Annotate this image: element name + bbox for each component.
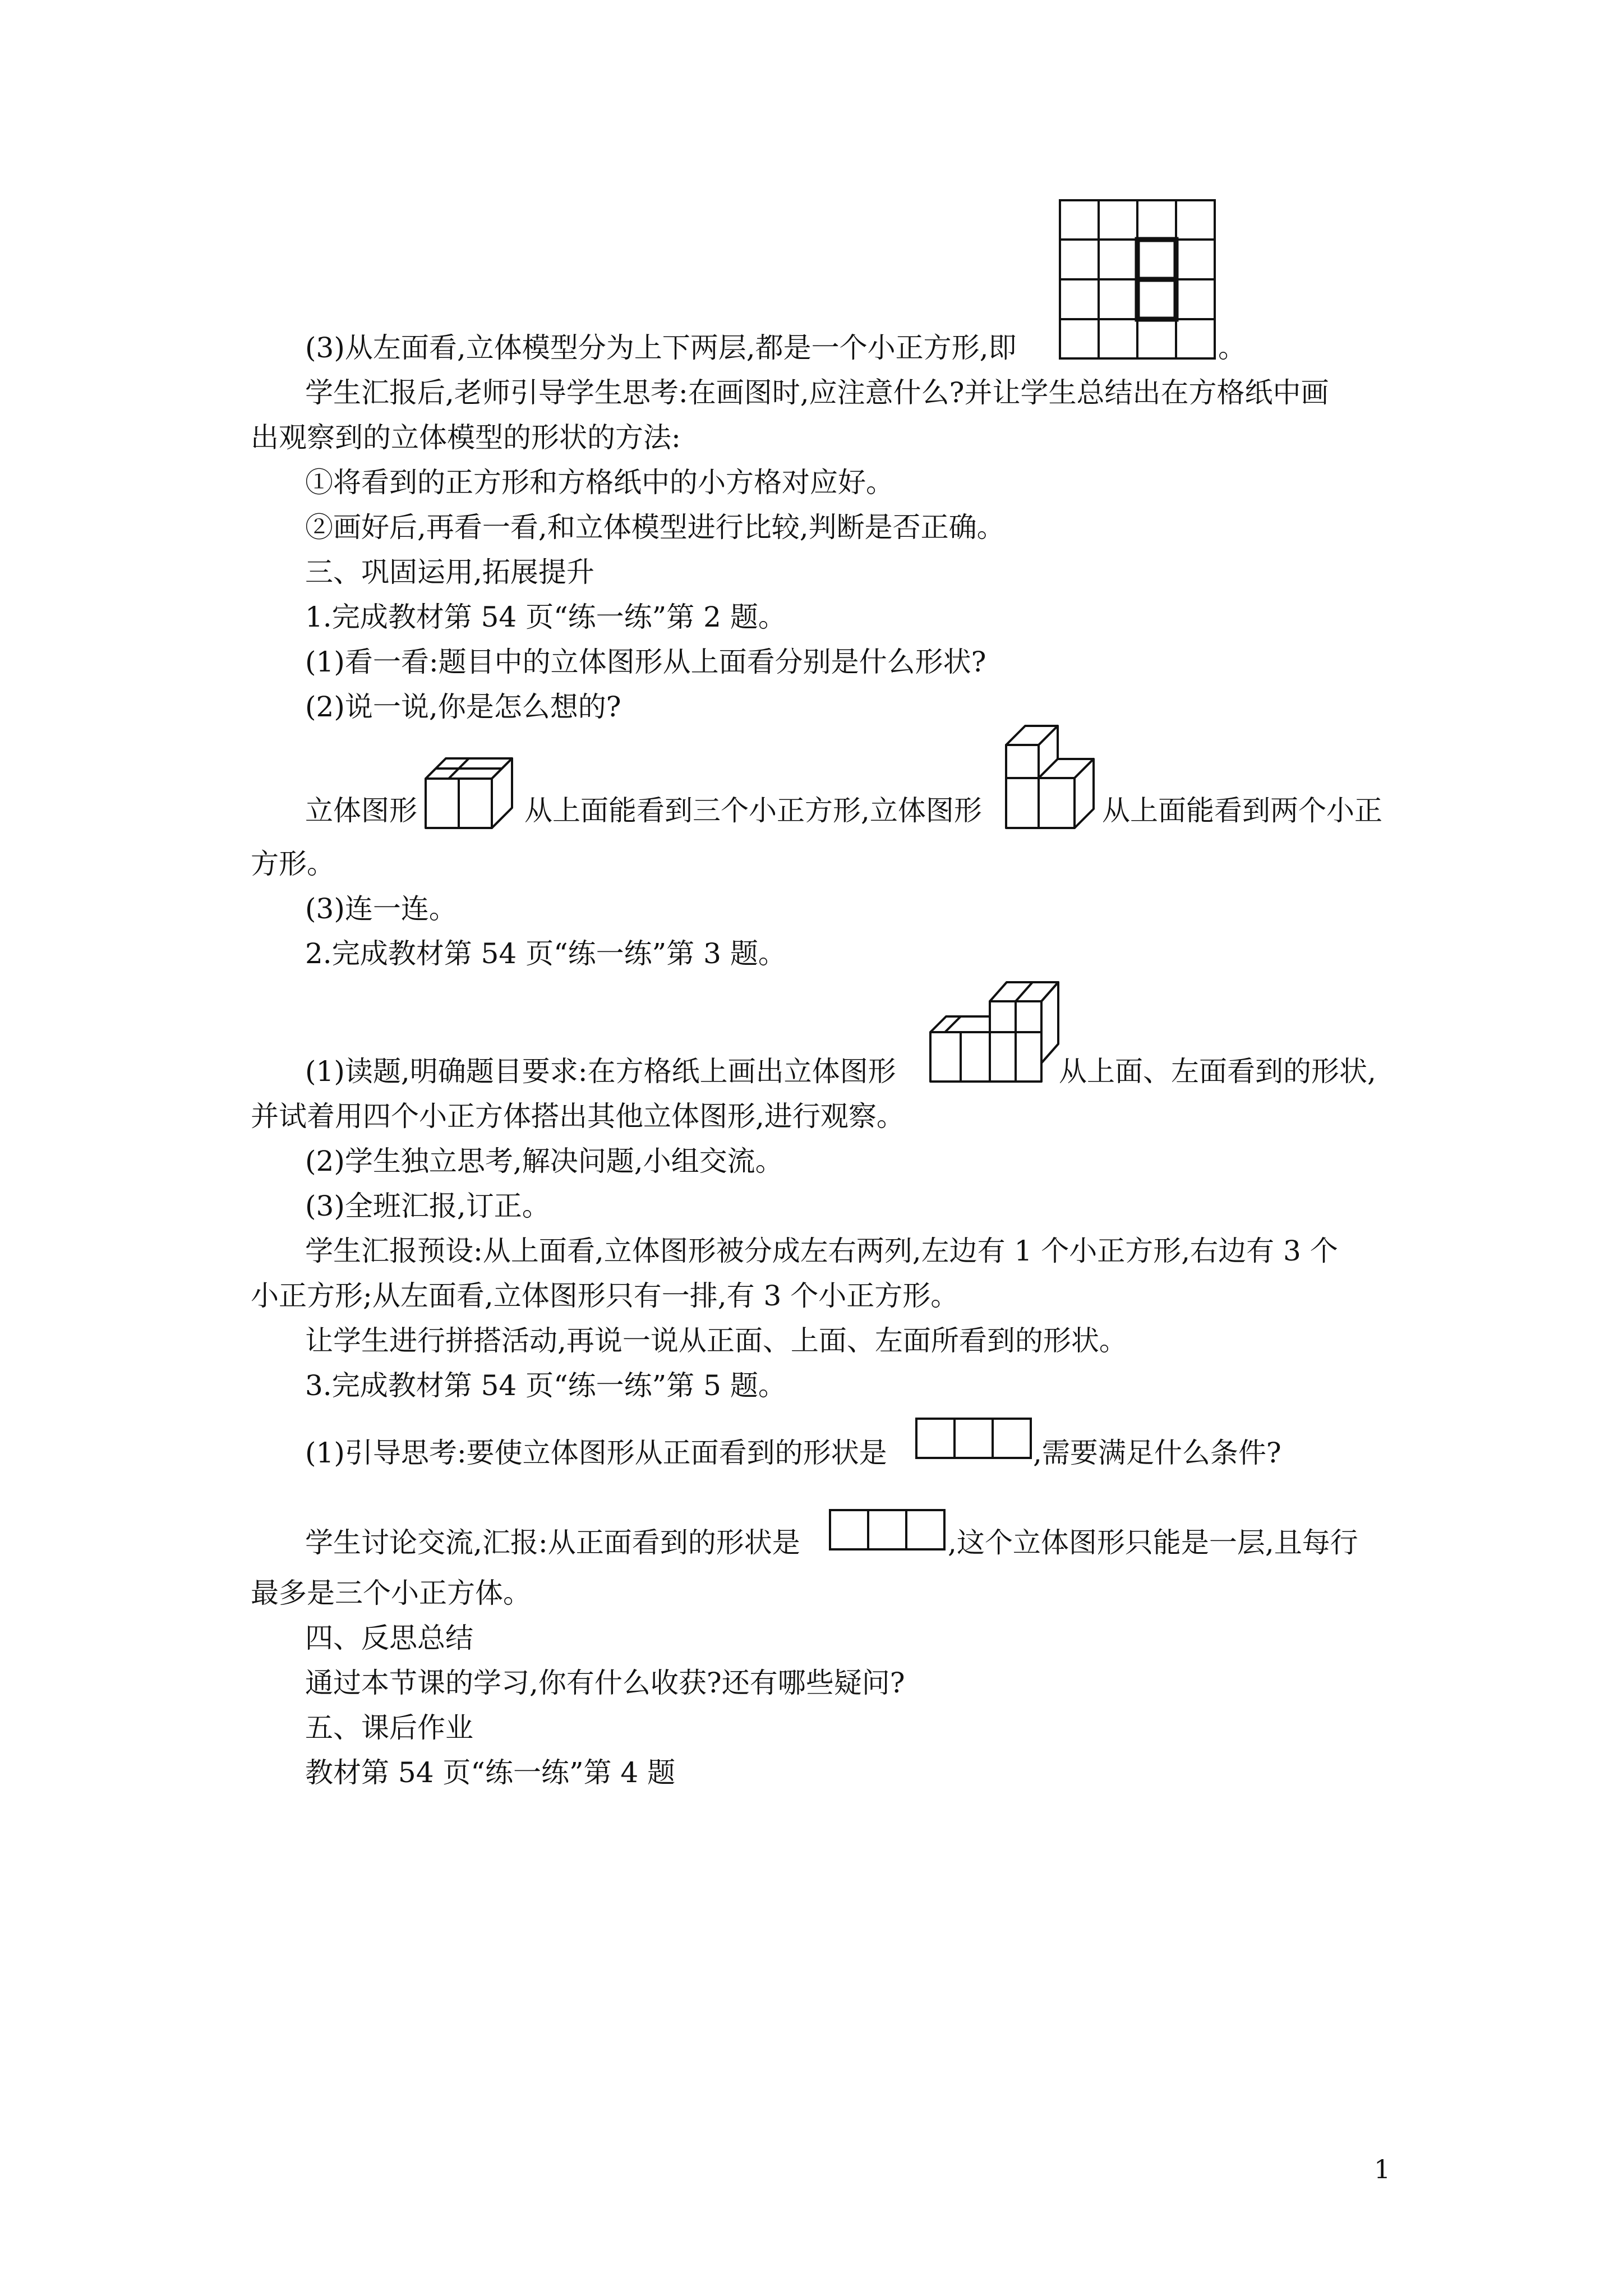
text-line-24: 最多是三个小正方体。	[251, 1577, 531, 1609]
text-line-17: (3)全班汇报,订正。	[305, 1190, 550, 1222]
text-line-16: (2)学生独立思考,解决问题,小组交流。	[305, 1145, 783, 1177]
text-line-28: 教材第 54 页“练一练”第 4 题	[305, 1756, 676, 1789]
text-line-9: (2)说一说,你是怎么想的?	[305, 691, 621, 723]
text-line-11: 方形。	[251, 848, 335, 880]
cube-figure-l-shape	[1004, 724, 1105, 830]
text-line-15: 并试着用四个小正方体搭出其他立体图形,进行观察。	[251, 1100, 905, 1133]
text-line-14b: 从上面、左面看到的形状,	[1059, 1055, 1376, 1088]
text-line-13: 2.完成教材第 54 页“练一练”第 3 题。	[305, 937, 786, 970]
text-line-3: 出观察到的立体模型的形状的方法:	[251, 421, 681, 454]
text-line-4: ①将看到的正方形和方格纸中的小方格对应好。	[305, 466, 894, 499]
text-line-21: 3.完成教材第 54 页“练一练”第 5 题。	[305, 1369, 786, 1402]
section-heading-4: 四、反思总结	[305, 1622, 473, 1654]
text-solid-label-1: 立体图形	[305, 794, 417, 827]
text-line-10c: 从上面能看到两个小正	[1102, 794, 1382, 827]
text-line-1: (3)从左面看,立体模型分为上下两层,都是一个小正方形,即	[305, 332, 1017, 364]
text-line-20: 让学生进行拼搭活动,再说一说从正面、上面、左面所看到的形状。	[305, 1324, 1127, 1357]
text-line-22a: (1)引导思考:要使立体图形从正面看到的形状是	[305, 1437, 887, 1469]
cube-figure-staircase	[928, 979, 1063, 1085]
text-line-18: 学生汇报预设:从上面看,立体图形被分成左右两列,左边有 1 个小正方形,右边有 3 个	[305, 1235, 1338, 1267]
page-number: 1	[1374, 2154, 1391, 2184]
three-squares-figure-2	[829, 1508, 947, 1553]
text-line-26: 通过本节课的学习,你有什么收获?还有哪些疑问?	[305, 1667, 905, 1699]
text-line-10b: 从上面能看到三个小正方形,立体图形	[524, 794, 982, 827]
period-text: 。	[1218, 332, 1246, 364]
grid-diagram-left-view	[1059, 199, 1216, 362]
section-heading-5: 五、课后作业	[305, 1711, 473, 1744]
text-line-23a: 学生讨论交流,汇报:从正面看到的形状是	[305, 1526, 800, 1559]
text-line-23b: ,这个立体图形只能是一层,且每行	[948, 1526, 1358, 1559]
text-line-7: 1.完成教材第 54 页“练一练”第 2 题。	[305, 601, 786, 633]
text-line-19: 小正方形;从左面看,立体图形只有一排,有 3 个小正方形。	[251, 1280, 959, 1312]
text-line-22b: ,需要满足什么条件?	[1033, 1437, 1281, 1469]
text-line-5: ②画好后,再看一看,和立体模型进行比较,判断是否正确。	[305, 511, 1005, 544]
cube-figure-three	[423, 740, 524, 830]
text-line-2: 学生汇报后,老师引导学生思考:在画图时,应注意什么?并让学生总结出在方格纸中画	[305, 376, 1329, 409]
text-line-12: (3)连一连。	[305, 892, 457, 925]
section-heading-3: 三、巩固运用,拓展提升	[305, 556, 594, 588]
text-line-8: (1)看一看:题目中的立体图形从上面看分别是什么形状?	[305, 646, 986, 678]
text-line-14a: (1)读题,明确题目要求:在方格纸上画出立体图形	[305, 1055, 896, 1088]
three-squares-figure-1	[915, 1416, 1033, 1461]
